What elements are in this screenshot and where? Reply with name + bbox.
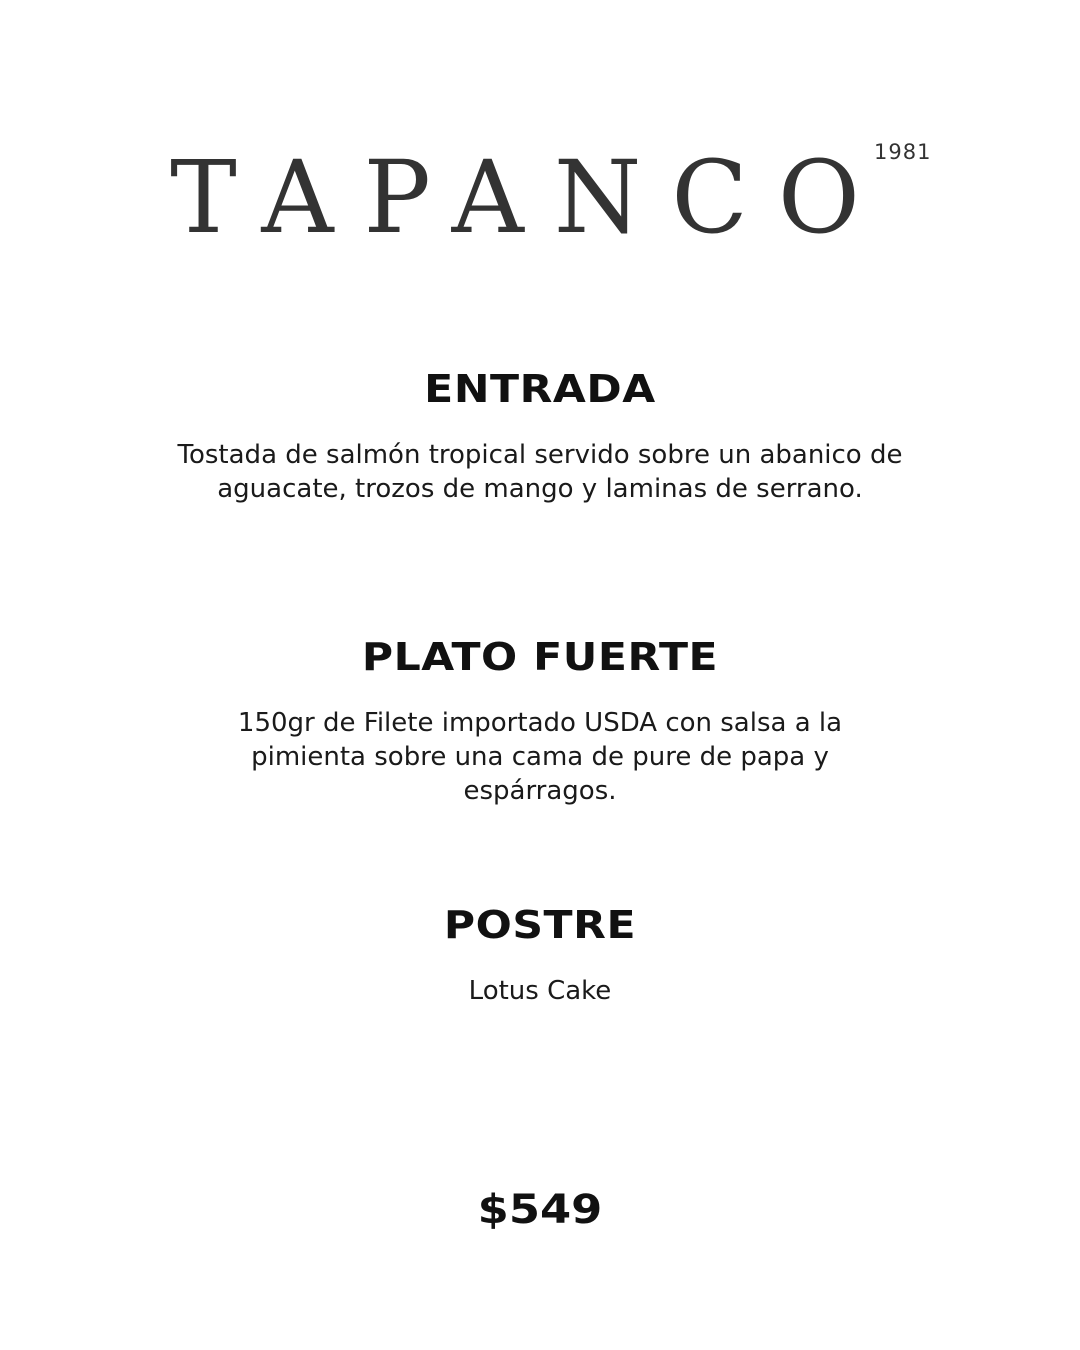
brand-name: TAPANCO: [170, 139, 890, 256]
brand-logo: [0, 139, 1080, 256]
section-title-entrada: ENTRADA: [424, 367, 656, 411]
section-description-postre: Lotus Cake: [468, 976, 612, 1006]
menu-section-entrada: [0, 367, 1080, 506]
menu-price: $549: [477, 1187, 603, 1233]
section-description-entrada: Tostada de salmón tropical servido sobre un abanico de aguacate, trozos de mango y laminas de serrano.: [177, 440, 903, 504]
section-title-postre: POSTRE: [443, 903, 637, 947]
section-description-plato-fuerte: 150gr de Filete importado USDA con salsa a la pimienta sobre una cama de pure de papa y espárragos.: [237, 708, 843, 806]
menu-section-plato-fuerte: [0, 635, 1080, 808]
section-title-plato-fuerte: PLATO FUERTE: [361, 635, 719, 679]
brand-year: 1981: [874, 140, 932, 164]
menu-section-postre: [0, 903, 1080, 1008]
